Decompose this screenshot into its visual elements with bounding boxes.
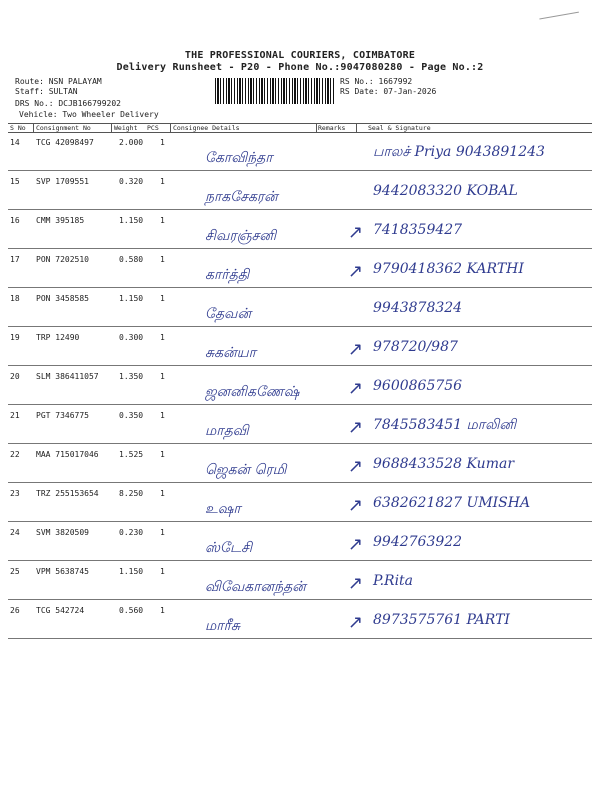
row-border (8, 638, 592, 639)
handwritten-signature: 978720/987 (373, 339, 458, 355)
col-header-weight: Weight (114, 124, 138, 132)
handwritten-consignee: சிவரஞ்சனி (205, 228, 277, 244)
tick-mark: ↗ (348, 261, 364, 282)
row-pcs: 1 (160, 333, 165, 342)
handwritten-signature: 9442083320 KOBAL (373, 183, 518, 199)
col-header-consignment: Consignment No (36, 124, 91, 132)
tick-mark: ↗ (348, 573, 364, 594)
handwritten-consignee: கார்த்தி (205, 267, 250, 283)
row-weight: 0.350 (119, 411, 144, 420)
row-consignment: SVP 1709551 (36, 177, 89, 186)
handwritten-consignee: ஜனனிகணேஷ் (205, 384, 300, 400)
row-consignment: TRP 12490 (36, 333, 80, 342)
row-consignment: PGT 7346775 (36, 411, 89, 420)
row-pcs: 1 (160, 528, 165, 537)
handwritten-signature: 7418359427 (373, 222, 463, 238)
tick-mark: ↗ (348, 612, 364, 633)
col-header-sno: S No (10, 124, 26, 132)
table-row (8, 561, 592, 600)
row-consignment: PON 3458585 (36, 294, 89, 303)
col-header-remarks: Remarks (318, 124, 346, 132)
staff-label: Staff: SULTAN (15, 87, 78, 96)
handwritten-signature: 9790418362 KARTHI (373, 261, 524, 277)
company-title: THE PROFESSIONAL COURIERS, COIMBATORE (184, 50, 416, 61)
table-row (8, 210, 592, 249)
row-sno: 19 (10, 333, 20, 342)
table-row (8, 444, 592, 483)
row-consignment: MAA 715017046 (36, 450, 99, 459)
col-header-pcs: PCS (147, 124, 159, 132)
row-weight: 1.525 (119, 450, 144, 459)
handwritten-consignee: ஸ்டேசி (205, 540, 253, 556)
rs-date: RS Date: 07-Jan-2026 (340, 87, 437, 96)
handwritten-consignee: மாரீசு (205, 618, 240, 634)
col-divider (111, 123, 112, 132)
handwritten-consignee: நாகசேகரன் (205, 189, 278, 205)
row-sno: 23 (10, 489, 20, 498)
row-weight: 0.320 (119, 177, 144, 186)
handwritten-signature: பாலச் Priya 9043891243 (373, 144, 545, 160)
corner-mark (539, 12, 580, 30)
table-row (8, 327, 592, 366)
col-divider (170, 123, 171, 132)
row-weight: 1.150 (119, 294, 144, 303)
tick-mark: ↗ (348, 222, 364, 243)
row-weight: 2.000 (119, 138, 144, 147)
row-pcs: 1 (160, 177, 165, 186)
table-top-border (8, 123, 592, 124)
table-row (8, 600, 592, 639)
tick-mark: ↗ (348, 417, 364, 438)
row-pcs: 1 (160, 216, 165, 225)
handwritten-consignee: தேவன் (205, 306, 252, 322)
table-row (8, 483, 592, 522)
row-sno: 15 (10, 177, 20, 186)
row-sno: 24 (10, 528, 20, 537)
row-weight: 0.300 (119, 333, 144, 342)
handwritten-signature: P.Rita (373, 573, 414, 589)
row-weight: 1.350 (119, 372, 144, 381)
row-pcs: 1 (160, 606, 165, 615)
row-weight: 0.230 (119, 528, 144, 537)
row-weight: 1.150 (119, 216, 144, 225)
handwritten-consignee: விவேகானந்தன் (205, 579, 306, 595)
row-consignment: SLM 386411057 (36, 372, 99, 381)
row-consignment: TCG 42098497 (36, 138, 94, 147)
row-pcs: 1 (160, 489, 165, 498)
row-weight: 0.580 (119, 255, 144, 264)
handwritten-signature: 6382621827 UMISHA (373, 495, 531, 511)
handwritten-signature: 9942763922 (373, 534, 463, 550)
row-consignment: VPM 5638745 (36, 567, 89, 576)
handwritten-consignee: சுகன்யா (205, 345, 256, 361)
drs-number: DRS No.: DCJB166799202 (15, 99, 121, 108)
col-header-details: Consignee Details (173, 124, 240, 132)
handwritten-consignee: மாதவி (205, 423, 249, 439)
row-sno: 16 (10, 216, 20, 225)
row-pcs: 1 (160, 567, 165, 576)
row-sno: 18 (10, 294, 20, 303)
row-sno: 21 (10, 411, 20, 420)
row-pcs: 1 (160, 294, 165, 303)
handwritten-consignee: கோவிந்தா (205, 150, 273, 166)
row-consignment: TRZ 255153654 (36, 489, 99, 498)
handwritten-consignee: உஷா (205, 501, 241, 517)
row-pcs: 1 (160, 372, 165, 381)
rs-number: RS No.: 1667992 (340, 77, 413, 86)
row-pcs: 1 (160, 411, 165, 420)
table-row (8, 405, 592, 444)
row-pcs: 1 (160, 450, 165, 459)
row-consignment: TCG 542724 (36, 606, 85, 615)
row-sno: 26 (10, 606, 20, 615)
tick-mark: ↗ (348, 495, 364, 516)
handwritten-signature: 8973575761 PARTI (373, 612, 510, 628)
tick-mark: ↗ (348, 378, 364, 399)
row-sno: 17 (10, 255, 20, 264)
handwritten-signature: 9943878324 (373, 300, 463, 316)
row-sno: 14 (10, 138, 20, 147)
row-weight: 1.150 (119, 567, 144, 576)
table-row (8, 249, 592, 288)
col-divider (33, 123, 34, 132)
handwritten-signature: 9688433528 Kumar (373, 456, 515, 472)
barcode (215, 78, 335, 104)
col-header-seal: Seal & Signature (368, 124, 431, 132)
row-consignment: SVM 3820509 (36, 528, 89, 537)
row-weight: 0.560 (119, 606, 144, 615)
handwritten-consignee: ஜெகன் ரெமி (205, 462, 287, 478)
table-row (8, 132, 592, 171)
table-row (8, 171, 592, 210)
tick-mark: ↗ (348, 456, 364, 477)
row-sno: 25 (10, 567, 20, 576)
col-divider (356, 123, 357, 132)
row-pcs: 1 (160, 138, 165, 147)
vehicle-label: Vehicle: Two Wheeler Delivery (19, 110, 159, 119)
row-pcs: 1 (160, 255, 165, 264)
table-row (8, 522, 592, 561)
row-consignment: PON 7202510 (36, 255, 89, 264)
row-weight: 8.250 (119, 489, 144, 498)
table-row (8, 288, 592, 327)
route-label: Route: NSN PALAYAM (15, 77, 102, 86)
col-divider (316, 123, 317, 132)
tick-mark: ↗ (348, 534, 364, 555)
table-row (8, 366, 592, 405)
handwritten-signature: 9600865756 (373, 378, 463, 394)
handwritten-signature: 7845583451 மாலினி (373, 417, 517, 433)
runsheet-table (8, 123, 592, 643)
row-sno: 22 (10, 450, 20, 459)
row-sno: 20 (10, 372, 20, 381)
runsheet-subtitle: Delivery Runsheet - P20 - Phone No.:9047080280 - Page No.:2 (116, 62, 484, 73)
tick-mark: ↗ (348, 339, 364, 360)
row-consignment: CMM 395185 (36, 216, 85, 225)
